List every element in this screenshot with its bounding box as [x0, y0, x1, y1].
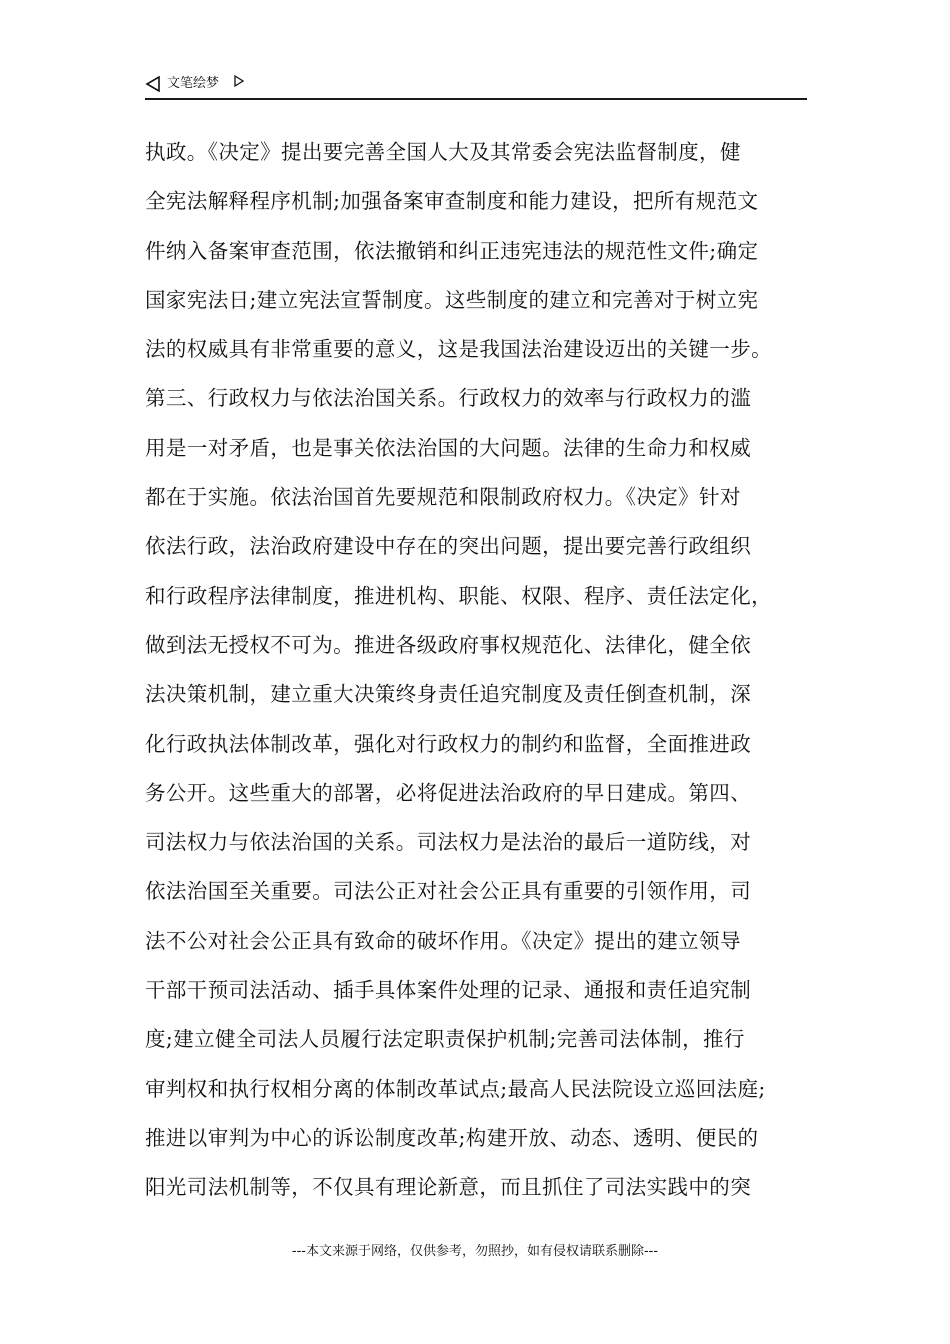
text-line: 审判权和执行权相分离的体制改革试点;最高人民法院设立巡回法庭;	[145, 1076, 766, 1101]
header-title: 文笔绘梦	[167, 76, 220, 91]
text-line: 干部干预司法活动、插手具体案件处理的记录、通报和责任追究制	[145, 978, 752, 1003]
text-line: 用是一对矛盾，也是事关依法治国的大问题。法律的生命力和权威	[145, 435, 752, 460]
text-line: 和行政程序法律制度，推进机构、职能、权限、程序、责任法定化，	[145, 583, 772, 608]
document-body	[145, 128, 813, 1213]
text-line: 司法权力与依法治国的关系。司法权力是法治的最后一道防线，对	[145, 830, 752, 855]
text-line: 做到法无授权不可为。推进各级政府事权规范化、法律化，健全依	[145, 632, 752, 657]
text-line: 第三、行政权力与依法治国关系。行政权力的效率与行政权力的滥	[145, 386, 752, 411]
page-header	[145, 74, 807, 100]
text-line: 法决策机制，建立重大决策终身责任追究制度及责任倒查机制，深	[145, 682, 752, 707]
text-line: 化行政执法体制改革，强化对行政权力的制约和监督，全面推进政	[145, 731, 752, 756]
text-line: 依法治国至关重要。司法公正对社会公正具有重要的引领作用，司	[145, 879, 752, 904]
text-line: 件纳入备案审查范围，依法撤销和纠正违宪违法的规范性文件;确定	[145, 238, 759, 263]
text-line: 度;建立健全司法人员履行法定职责保护机制;完善司法体制，推行	[145, 1027, 745, 1052]
text-line: 执政。《决定》提出要完善全国人大及其常委会宪法监督制度，健	[145, 140, 741, 164]
footer-disclaimer: ---本文来源于网络，仅供参考，勿照抄，如有侵权请联系删除---	[291, 1244, 659, 1259]
triangle-left-outline-icon	[145, 76, 161, 92]
text-line: 推进以审判为中心的诉讼制度改革;构建开放、动态、透明、便民的	[145, 1125, 759, 1150]
text-line: 全宪法解释程序机制;加强备案审查制度和能力建设，把所有规范文	[145, 189, 759, 214]
text-line: 国家宪法日;建立宪法宣誓制度。这些制度的建立和完善对于树立宪	[145, 287, 759, 312]
text-line: 依法行政，法治政府建设中存在的突出问题，提出要完善行政组织	[145, 534, 752, 559]
triangle-right-outline-icon	[233, 74, 245, 88]
text-line: 法不公对社会公正具有致命的破坏作用。《决定》提出的建立领导	[145, 928, 741, 953]
text-line: 法的权威具有非常重要的意义，这是我国法治建设迈出的关键一步。	[145, 337, 772, 362]
text-line: 务公开。这些重大的部署，必将促进法治政府的早日建成。第四、	[145, 780, 752, 805]
text-line: 都在于实施。依法治国首先要规范和限制政府权力。《决定》针对	[145, 485, 741, 510]
text-line: 阳光司法机制等，不仅具有理论新意，而且抓住了司法实践中的突	[145, 1175, 752, 1200]
